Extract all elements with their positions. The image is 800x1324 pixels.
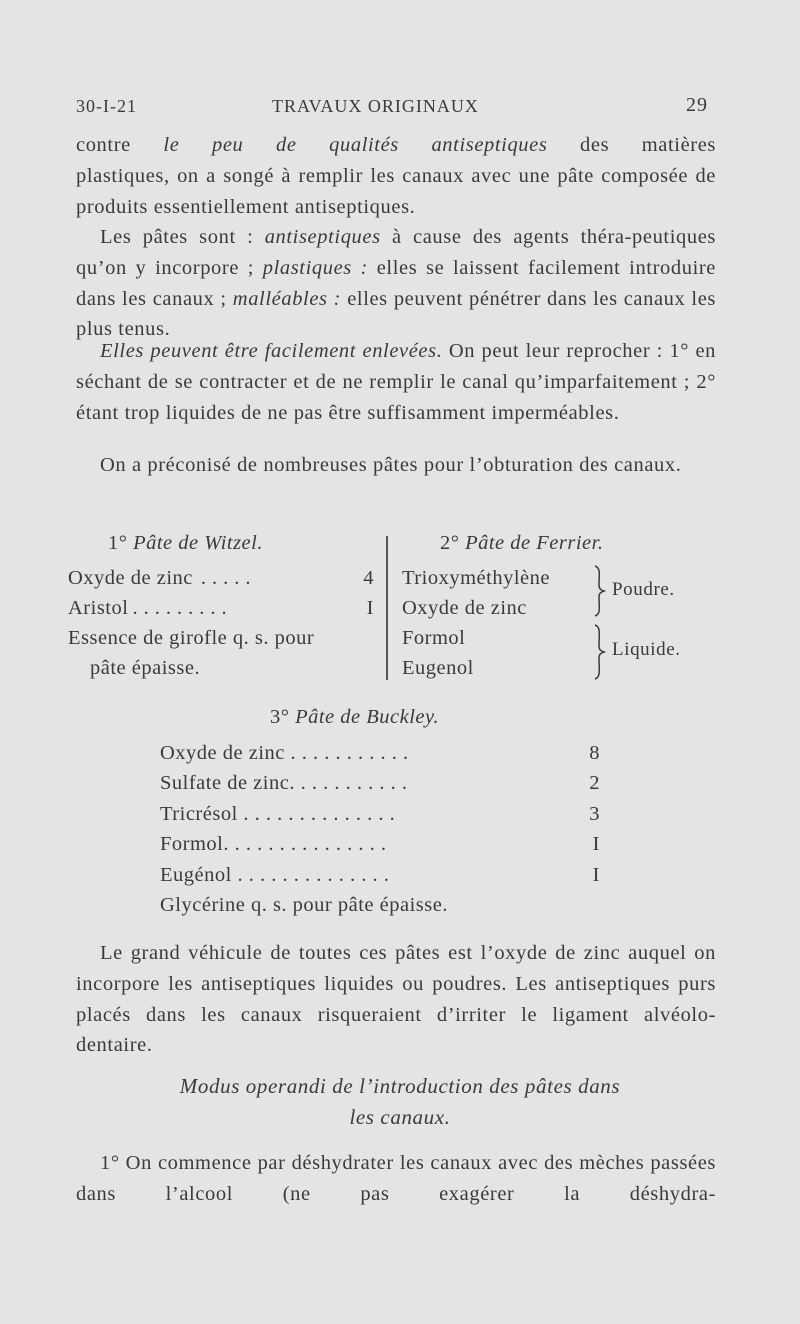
group-powder: Poudre. [612, 579, 675, 600]
witzel-title: Pâte de Witzel. [133, 532, 263, 554]
ingredient-quantity: I [592, 863, 600, 886]
paragraph-properties [76, 222, 716, 345]
leader-dots: . . . . . . . . . . . . . . . [223, 833, 387, 856]
emphasis-antiseptiques: antiseptiques [264, 226, 381, 248]
recipe-note: pâte épaisse. [90, 657, 201, 679]
intro-paragraph [76, 130, 716, 222]
buckley-number: 3° [270, 706, 290, 728]
text-span: elles se laissent facilement introduire dans les canaux ; [76, 256, 716, 310]
intro-rest: plastiques, on a songé à remplir les canaux avec une pâte composée de produits essentiellement antiseptiques. [76, 164, 716, 218]
witzel-number: 1° [108, 532, 128, 554]
ferrier-ingredients [402, 563, 550, 683]
intro-emphasis: le peu de qualités antiseptiques [163, 134, 548, 156]
emphasis-malleables: malléables : [232, 287, 342, 310]
header-title: TRAVAUX ORIGINAUX [272, 96, 479, 116]
recipe-row [68, 593, 374, 623]
column-divider [386, 536, 388, 680]
leader-dots: ..... [200, 567, 257, 589]
ingredient-name: Oxyde de zinc [402, 597, 527, 619]
section-heading-line1: Modus operandi de l’introduction des pâtes dans [179, 1074, 621, 1098]
paragraph-drawbacks [76, 336, 716, 428]
text-span: Le grand véhicule de toutes ces pâtes est l’oxyde de zinc auquel on incorpore les antiseptiques liquides ou poudres. Les antiseptiques purs placés dans les canaux risqueraient d’irriter le ligament alvéolo-dentaire. [76, 942, 716, 1057]
recipe-row [160, 768, 600, 798]
paragraph-vehicle [76, 938, 716, 1061]
ingredient-quantity: I [592, 833, 600, 856]
emphasis-enlevees: Elles peuvent être facilement enlevées. [100, 340, 443, 362]
text-span: elles peuvent pénétrer dans les canaux les plus tenus. [76, 287, 717, 341]
recipe-note: Essence de girofle q. s. pour [68, 627, 315, 649]
ingredient-name: Eugénol [160, 863, 232, 886]
leader-dots: . . . . . . . . . . . [284, 742, 409, 764]
leader-dots: . . . . . . . . . . . . . . [231, 863, 390, 886]
section-heading-line2: les canaux. [349, 1105, 451, 1129]
paragraph-step-1 [76, 1148, 716, 1210]
leader-dots: . . . . . . . . . . . . . . [237, 802, 396, 825]
ingredient-name: Oxyde de zinc [68, 567, 193, 589]
recipe-row [160, 860, 600, 890]
ingredient-name: Aristol [68, 597, 129, 619]
ferrier-title: Pâte de Ferrier. [465, 532, 604, 554]
recipe-row [160, 829, 600, 859]
recipe-note: Glycérine q. s. pour pâte épaisse. [160, 894, 448, 917]
text-span: On a préconisé de nombreuses pâtes pour l’obturation des canaux. [100, 454, 682, 476]
emphasis-plastiques: plastiques : [262, 256, 369, 279]
buckley-heading [270, 702, 439, 732]
leader-dots: . . . . . . . . . . . [289, 772, 408, 795]
ingredient-name: Trioxyméthylène [402, 567, 550, 589]
witzel-recipe [68, 563, 374, 683]
ferrier-heading [440, 528, 603, 558]
ingredient-quantity: 4 [363, 567, 374, 589]
witzel-heading [108, 528, 263, 558]
brace-powder [592, 565, 606, 622]
recipe-row [160, 738, 600, 768]
ingredient-name: Oxyde de zinc [160, 742, 285, 764]
buckley-title: Pâte de Buckley. [295, 706, 440, 728]
ingredient-quantity: 8 [589, 742, 600, 764]
intro-text-start: contre [76, 134, 164, 156]
text-span: 1° On commence par déshydrater les canaux avec des mèches passées dans l’alcool (ne pas exagérer la déshydra- [76, 1152, 716, 1205]
paragraph-pastes-intro [76, 450, 716, 481]
text-span: Les pâtes sont : [100, 226, 265, 248]
intro-text-end: des matières [547, 134, 716, 156]
ferrier-number: 2° [440, 532, 460, 554]
text-span: On peut leur reprocher : 1° en séchant de se contracter et de ne remplir le canal qu’imparfaitement ; 2° étant trop liquides de ne pas être suffisamment imperméables. [76, 340, 716, 424]
brace-liquid [592, 624, 606, 685]
ingredient-name: Sulfate de zinc [160, 772, 290, 795]
ingredient-name: Formol [402, 627, 466, 649]
text-span: à cause des agents théra-peutiques qu’on y incorpore ; [76, 226, 716, 279]
header-date: 30-I-21 [76, 96, 137, 116]
recipe-row [68, 563, 374, 593]
leader-dots: ......... [132, 597, 233, 619]
ingredient-quantity: I [366, 597, 374, 619]
ingredient-name: Eugenol [402, 657, 474, 679]
ingredient-name: Tricrésol [160, 802, 238, 825]
recipe-row [160, 799, 600, 829]
ingredient-quantity: 3 [589, 802, 600, 825]
page-number: 29 [686, 94, 708, 116]
ingredient-name: Formol [160, 833, 224, 856]
ingredient-quantity: 2 [589, 772, 600, 795]
buckley-recipe [160, 738, 600, 920]
group-liquid: Liquide. [612, 639, 681, 660]
